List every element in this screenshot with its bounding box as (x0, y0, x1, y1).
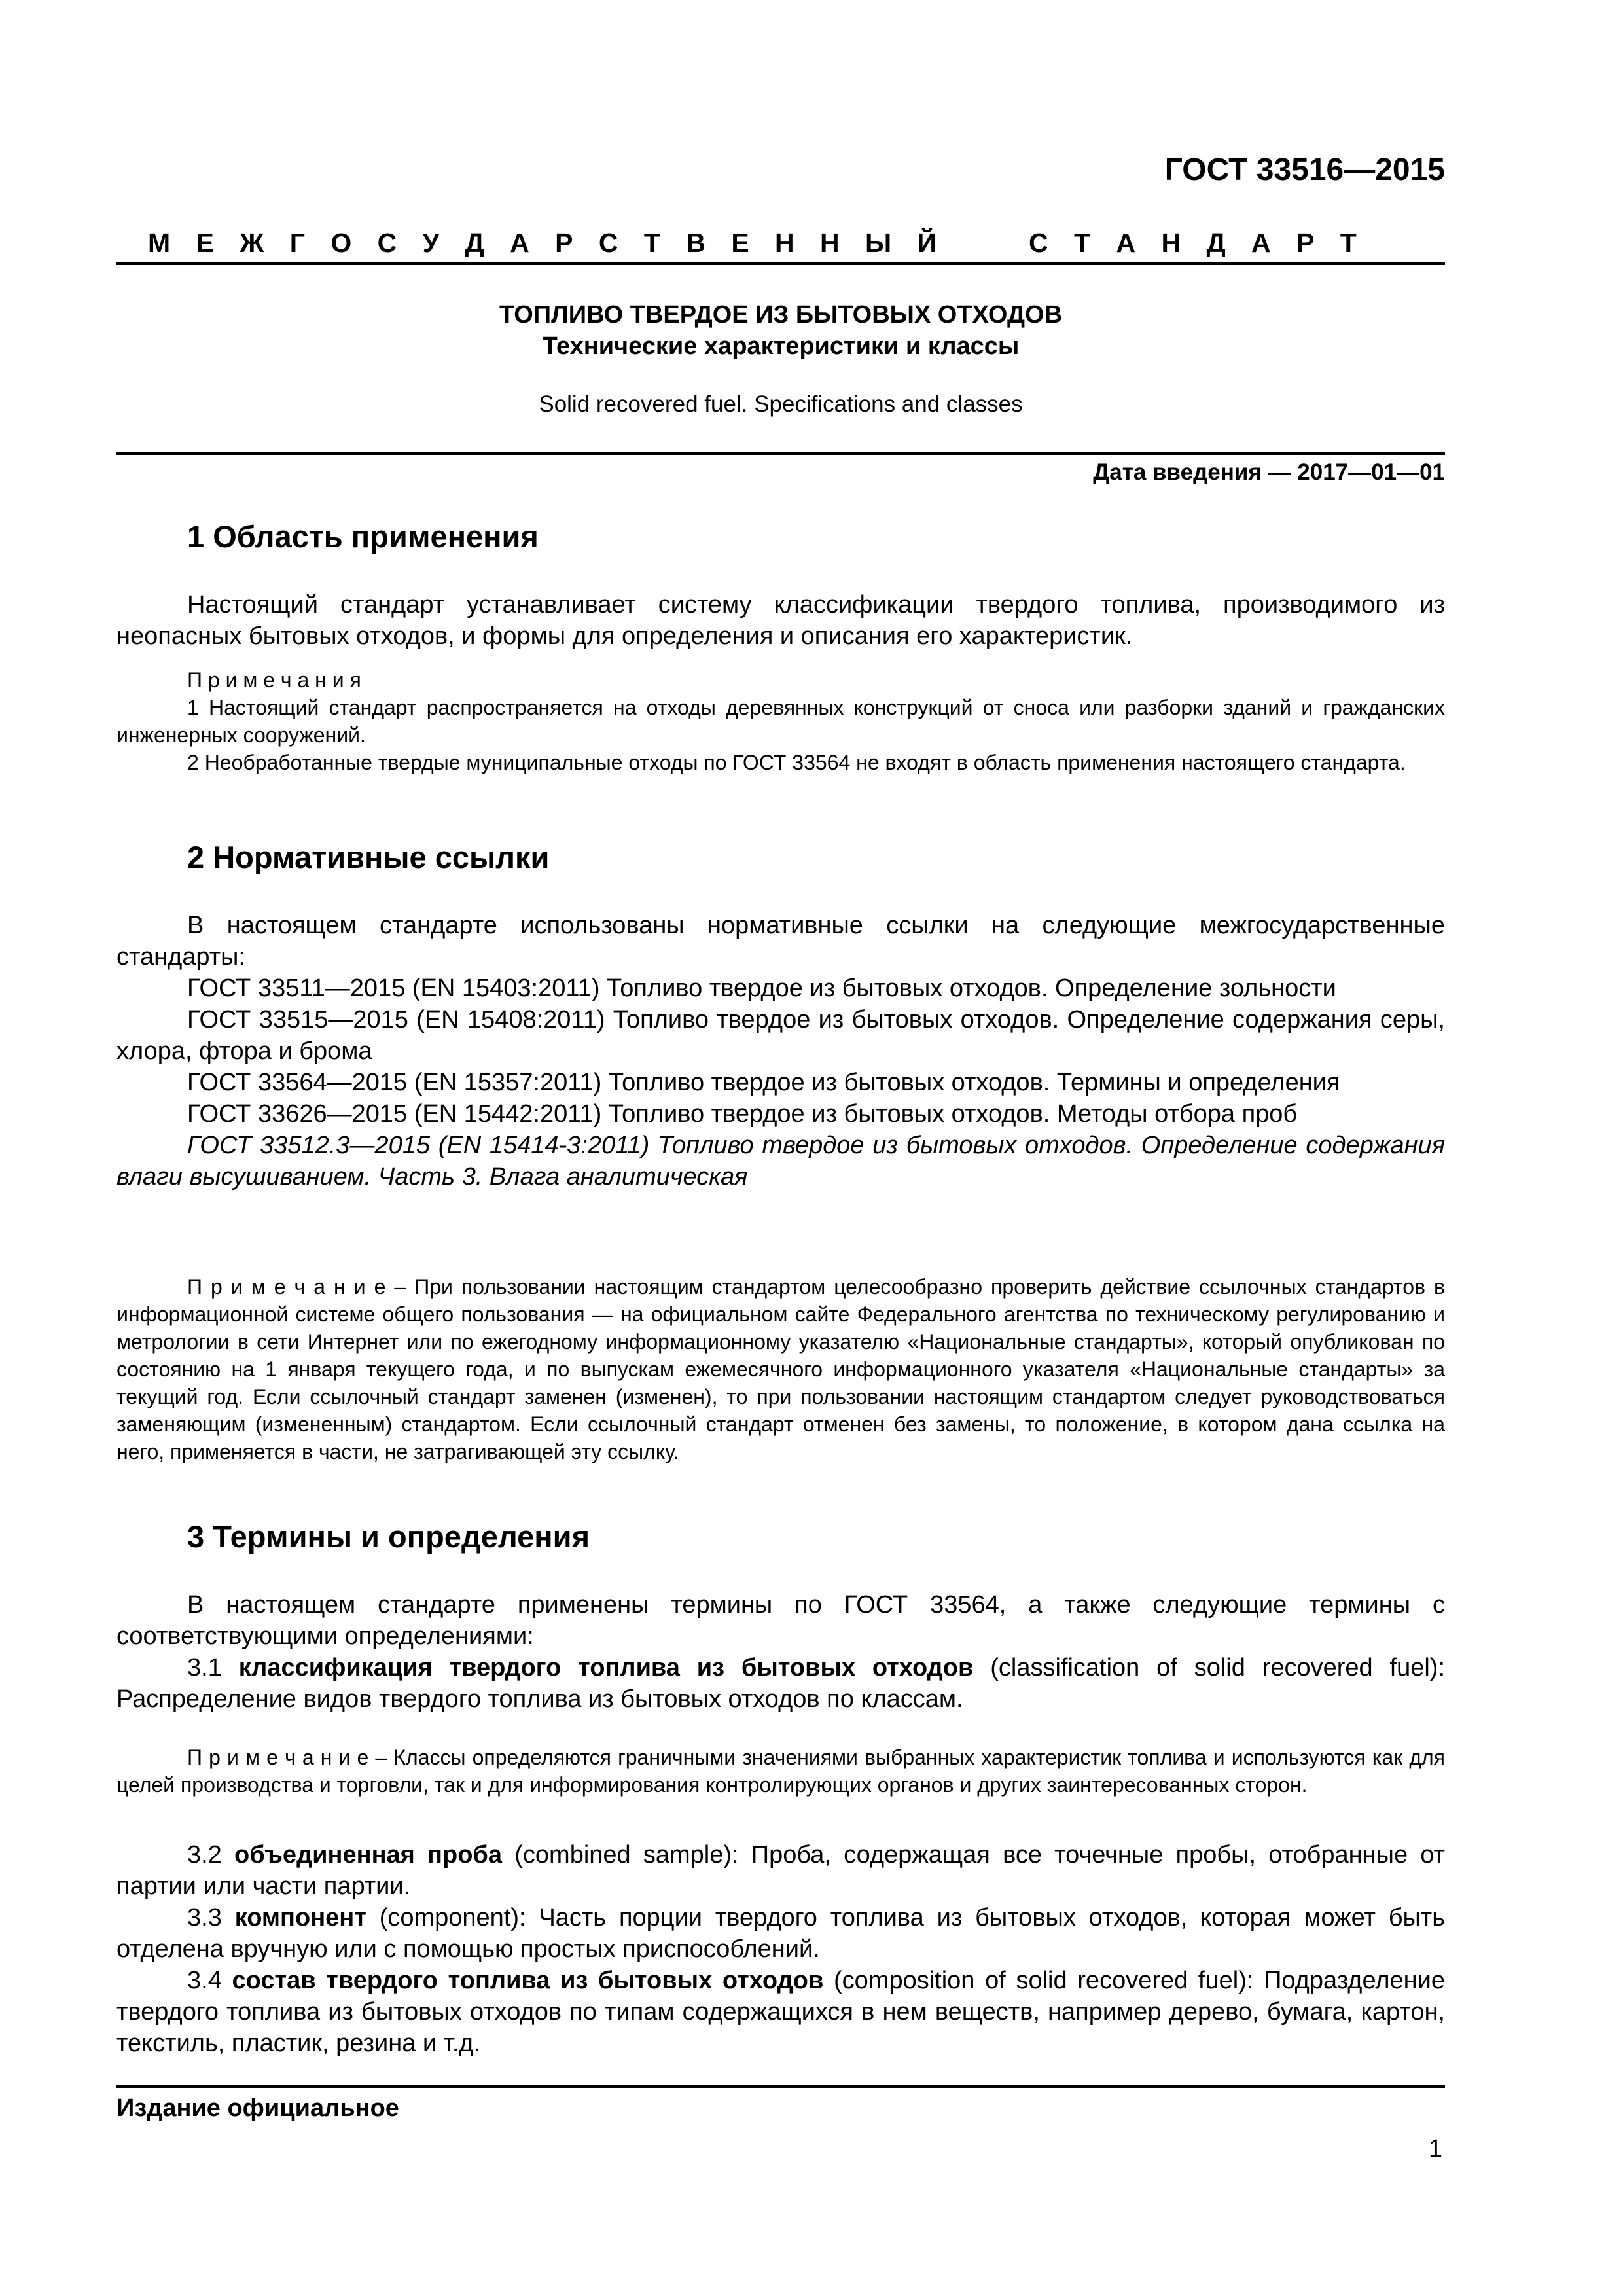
section-2-note (116, 1273, 1445, 1465)
term-number: 3.1 (187, 1654, 239, 1681)
note-label: П р и м е ч а н и е (187, 1746, 369, 1769)
note-text: – Классы определяются граничными значениями выбранных характеристик топлива и используются как для целей производства и торговли, так и для информирования контролирующих органов и других заинтересованных сторон. (116, 1746, 1446, 1797)
section-2-intro: В настоящем стандарте использованы нормативные ссылки на следующие межгосударственные стандарты: (116, 912, 1445, 971)
reference-item: ГОСТ 33626—2015 (EN 15442:2011) Топливо твердое из бытовых отходов. Методы отбора проб (187, 1100, 1298, 1128)
reference-item: ГОСТ 33564—2015 (EN 15357:2011) Топливо твердое из бытовых отходов. Термины и определения (187, 1069, 1340, 1096)
term-name: компонент (234, 1904, 366, 1931)
term-name: классификация твердого топлива из бытовых отходов (238, 1654, 974, 1681)
term-number: 3.2 (187, 1841, 235, 1869)
notes-label: П р и м е ч а н и я (187, 668, 361, 692)
footer-rule (116, 2085, 1445, 2088)
edition-label: Издание официальное (116, 2094, 399, 2122)
term-3-2 (116, 1839, 1445, 1902)
section-1-notes (116, 666, 1445, 776)
term-3-1 (116, 1652, 1445, 1715)
title-rule (116, 452, 1445, 455)
term-3-3 (116, 1902, 1445, 1965)
term-definition: (composition of solid recovered fuel): Подразделение твердого топлива из бытовых отходов по типам содержащихся в нем веществ, например дерево, бумага, картон, текстиль, пластик, резина и т.д. (116, 1967, 1445, 2057)
section-1-heading: 1 Область применения (187, 519, 539, 554)
section-2-heading: 2 Нормативные ссылки (187, 840, 550, 874)
note-label: П р и м е ч а н и е (187, 1275, 386, 1299)
section-3-note (116, 1744, 1445, 1799)
section-3-intro-block (116, 1589, 1445, 1715)
reference-item: ГОСТ 33511—2015 (EN 15403:2011) Топливо твердое из бытовых отходов. Определение зольности (187, 975, 1336, 1002)
reference-item-italic: ГОСТ 33512.3—2015 (EN 15414-3:2011) Топливо твердое из бытовых отходов. Определение содержания влаги высушиванием. Часть 3. Влага аналитическая (116, 1132, 1445, 1191)
title-sub: Технические характеристики и классы (542, 332, 1020, 360)
standard-category: М Е Ж Г О С У Д А Р С Т В Е Н Н Ы Й С Т А Н Д А Р Т (148, 228, 1366, 258)
term-definition: (component): Часть порции твердого топлива из бытовых отходов, которая может быть отделена вручную или с помощью простых приспособлений. (116, 1904, 1445, 1963)
section-1-paragraph: Настоящий стандарт устанавливает систему классификации твердого топлива, производимого из неопасных бытовых отходов, и формы для определения и описания его характеристик. (116, 591, 1445, 650)
note-2: 2 Необработанные твердые муниципальные отходы по ГОСТ 33564 не входят в область применения настоящего стандарта. (187, 751, 1406, 774)
note-1: 1 Настоящий стандарт распространяется на отходы деревянных конструкций от сноса или разборки зданий и гражданских инженерных сооружений. (116, 696, 1445, 747)
section-3-terms (116, 1839, 1445, 2059)
section-3-intro: В настоящем стандарте применены термины по ГОСТ 33564, а также следующие термины с соответствующими определениями: (116, 1591, 1445, 1650)
title-main: ТОПЛИВО ТВЕРДОЕ ИЗ БЫТОВЫХ ОТХОДОВ (499, 301, 1063, 329)
term-name: объединенная проба (234, 1841, 503, 1869)
page-number: 1 (1428, 2135, 1442, 2162)
reference-item: ГОСТ 33515—2015 (EN 15408:2011) Топливо твердое из бытовых отходов. Определение содержания серы, хлора, фтора и брома (116, 1006, 1445, 1065)
section-2-body (116, 910, 1445, 1193)
term-number: 3.3 (187, 1904, 235, 1931)
term-3-4 (116, 1965, 1445, 2059)
section-3-heading: 3 Термины и определения (187, 1519, 590, 1554)
term-name: состав твердого топлива из бытовых отходов (232, 1967, 824, 1994)
term-definition: (combined sample): Проба, содержащая все точечные пробы, отобранные от партии или части партии. (116, 1841, 1446, 1900)
intro-date: Дата введения — 2017—01—01 (1093, 459, 1445, 485)
doc-number: ГОСТ 33516—2015 (1164, 152, 1445, 187)
header-rule (116, 262, 1445, 265)
note-text: – При пользовании настоящим стандартом целесообразно проверить действие ссылочных стандартов в информационной системе общего пользования — на официальном сайте Федерального агентства по техническому регулированию и метрологии в сети Интернет или по ежегодному информационному указателю «Национальные стандарты», который опубликован по состоянию на 1 января текущего года, и по выпускам ежемесячного информационного указателя «Национальные стандарты» за текущий год. Если ссылочный стандарт заменен (изменен), то при пользовании настоящим стандартом следует руководствоваться заменяющим (измененным) стандартом. Если ссылочный стандарт отменен без замены, то положение, в котором дана ссылка на него, применяется в части, не затрагивающей эту ссылку. (116, 1275, 1446, 1463)
title-english: Solid recovered fuel. Specifications and classes (539, 391, 1023, 417)
term-definition: (classification of solid recovered fuel): Распределение видов твердого топлива из бытовых отходов по классам. (116, 1654, 1446, 1713)
term-number: 3.4 (187, 1967, 232, 1994)
